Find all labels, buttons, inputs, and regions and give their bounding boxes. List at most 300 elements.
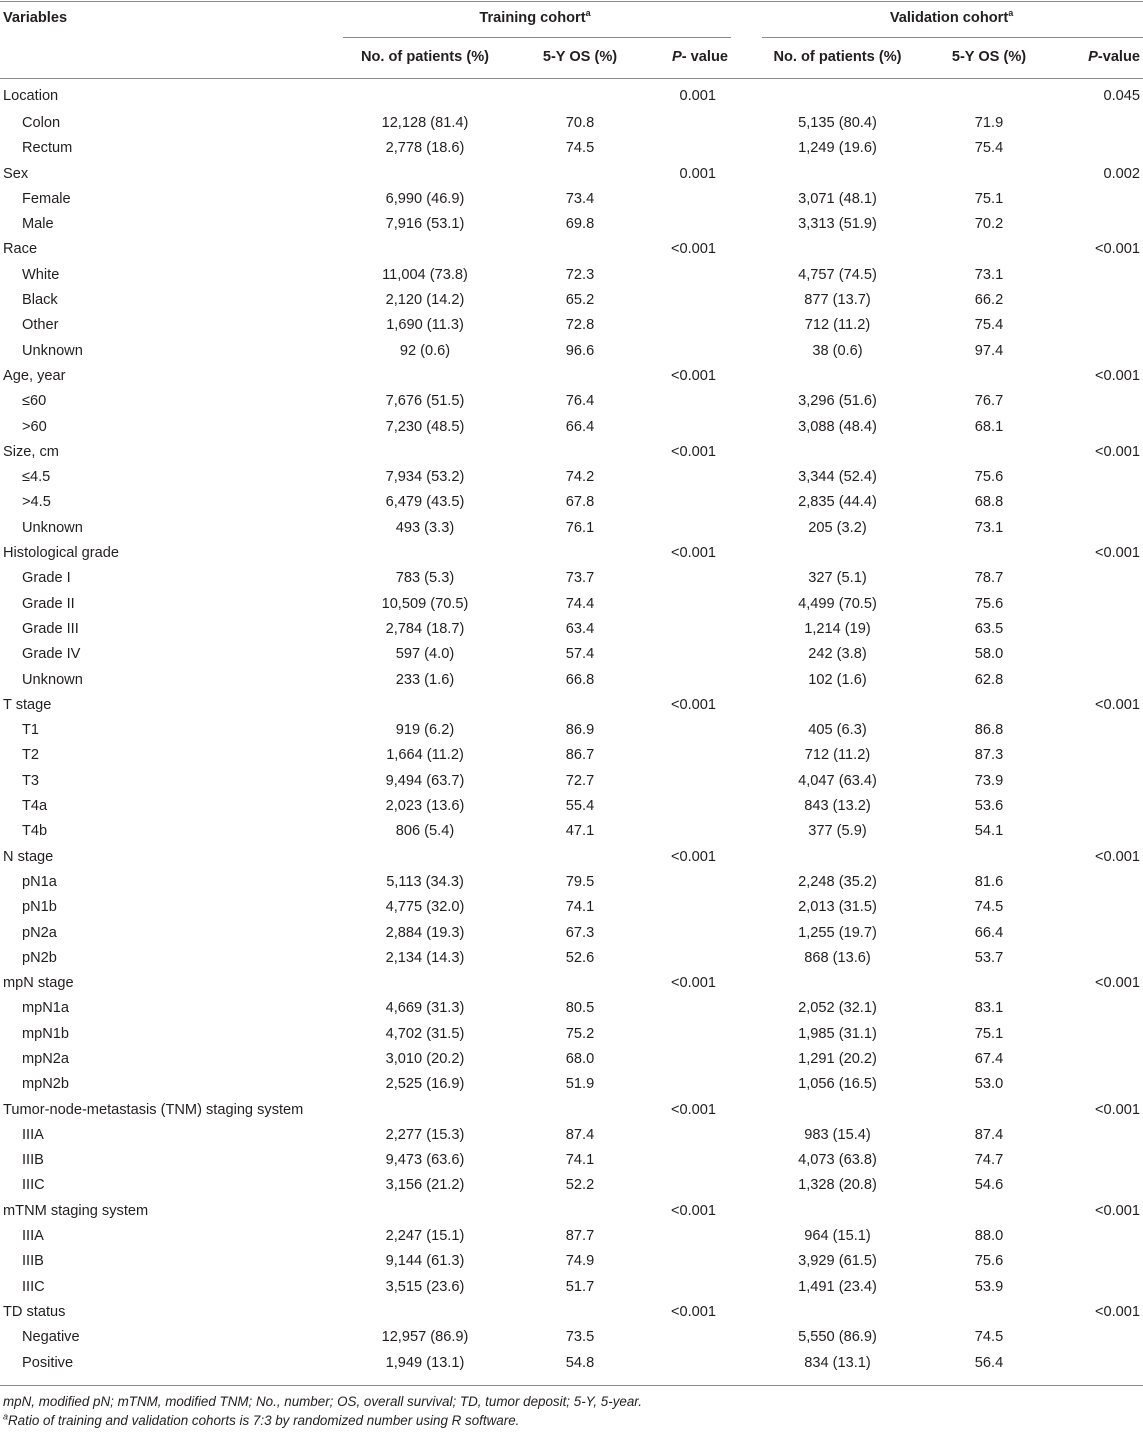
training-os: 86.9 <box>565 722 595 739</box>
spacer-cell <box>730 819 760 844</box>
empty-cell <box>510 971 650 996</box>
row-label: Unknown <box>22 519 83 536</box>
training-cohort-header: Training cohort$^a$ <box>479 8 591 26</box>
validation-no-patients: 205 (3.2) <box>808 519 867 536</box>
row-label: mpN2b <box>22 1076 70 1093</box>
training-no-patients: 5,113 (34.3) <box>386 873 464 890</box>
validation-os: 63.5 <box>974 620 1004 637</box>
spacer-cell <box>730 1173 760 1198</box>
validation-os: 53.6 <box>974 798 1004 815</box>
validation-pvalue: <0.001 <box>1094 1303 1141 1320</box>
validation-no-patients: 2,248 (35.2) <box>798 873 877 890</box>
empty-cell <box>1063 212 1143 237</box>
spacer-cell <box>730 440 760 465</box>
validation-os: 53.9 <box>974 1278 1004 1295</box>
training-pvalue: 0.001 <box>679 88 716 104</box>
empty-cell <box>340 78 510 111</box>
table-row <box>0 642 1143 667</box>
group-row <box>0 237 1143 262</box>
empty-cell <box>1063 617 1143 642</box>
row-label: Grade II <box>22 595 75 612</box>
training-no-patients: 12,128 (81.4) <box>381 115 469 131</box>
table-row <box>0 1325 1143 1350</box>
validation-no-patients: 2,835 (44.4) <box>798 494 877 511</box>
empty-cell <box>1063 187 1143 212</box>
empty-cell <box>650 415 730 440</box>
footnote-a: $^a$Ratio of training and validation cohorts is 7:3 by randomized number using R software. <box>3 1411 520 1428</box>
spacer-cell <box>730 541 760 566</box>
empty-cell <box>1063 642 1143 667</box>
empty-cell <box>1063 516 1143 541</box>
validation-os: 81.6 <box>974 873 1004 890</box>
validation-pvalue: <0.001 <box>1094 367 1141 384</box>
group-row <box>0 78 1143 111</box>
group-label: mpN stage <box>3 975 74 992</box>
group-row <box>0 1098 1143 1123</box>
empty-cell <box>650 263 730 288</box>
validation-os: 53.7 <box>974 949 1004 966</box>
spacer-cell <box>730 187 760 212</box>
training-os: 65.2 <box>565 292 595 309</box>
empty-cell <box>760 440 915 465</box>
validation-os: 78.7 <box>974 570 1004 587</box>
validation-no-patients: 1,214 (19) <box>804 620 871 637</box>
empty-cell <box>1063 1351 1143 1376</box>
empty-cell <box>915 162 1063 187</box>
training-os-header: 5-Y OS (%) <box>542 49 618 65</box>
training-pvalue: 0.001 <box>679 165 716 182</box>
validation-os: 74.5 <box>974 1329 1004 1346</box>
row-label: Black <box>22 292 58 309</box>
validation-no-patients: 877 (13.7) <box>804 292 871 309</box>
empty-cell <box>650 769 730 794</box>
empty-cell <box>915 78 1063 111</box>
empty-cell <box>340 1300 510 1325</box>
empty-cell <box>650 946 730 971</box>
validation-no-patients: 377 (5.9) <box>808 823 867 840</box>
validation-no-patients: 1,291 (20.2) <box>798 1050 877 1067</box>
validation-os: 75.6 <box>974 595 1004 612</box>
training-os: 51.9 <box>565 1076 595 1093</box>
empty-cell <box>1063 870 1143 895</box>
validation-os: 75.4 <box>974 140 1004 157</box>
training-no-patients: 11,004 (73.8) <box>382 266 468 283</box>
empty-cell <box>1063 1249 1143 1274</box>
empty-cell <box>1063 339 1143 364</box>
spacer-cell <box>730 415 760 440</box>
validation-no-patients: 1,985 (31.1) <box>798 1025 877 1042</box>
empty-cell <box>650 136 730 161</box>
training-pvalue: <0.001 <box>670 545 716 562</box>
validation-os: 66.4 <box>974 924 1004 941</box>
empty-cell <box>650 1249 730 1274</box>
training-no-patients: 4,775 (32.0) <box>385 899 465 916</box>
empty-cell <box>760 693 915 718</box>
validation-no-patients: 4,757 (74.5) <box>798 266 877 283</box>
empty-cell <box>915 364 1063 389</box>
empty-cell <box>1063 769 1143 794</box>
spacer-cell <box>730 263 760 288</box>
row-label: Rectum <box>22 140 73 157</box>
table-row <box>0 921 1143 946</box>
empty-cell <box>650 490 730 515</box>
table-row <box>0 1047 1143 1072</box>
empty-cell <box>1063 288 1143 313</box>
training-os: 70.8 <box>565 115 595 131</box>
empty-cell <box>650 1224 730 1249</box>
validation-pvalue: <0.001 <box>1094 696 1141 713</box>
spacer-cell <box>730 895 760 920</box>
spacer-cell <box>730 870 760 895</box>
validation-no-patients: 1,491 (23.4) <box>798 1278 877 1295</box>
group-label: Sex <box>3 165 29 182</box>
validation-os: 54.6 <box>974 1177 1004 1194</box>
training-pvalue: <0.001 <box>670 1303 716 1320</box>
row-label: Grade I <box>22 570 71 587</box>
training-os: 55.4 <box>565 798 595 815</box>
training-no-patients-header: No. of patients (%) <box>360 49 490 65</box>
validation-pvalue: <0.001 <box>1094 1202 1141 1219</box>
spacer-cell <box>730 642 760 667</box>
training-os: 68.0 <box>565 1050 595 1067</box>
validation-no-patients: 102 (1.6) <box>808 671 867 688</box>
empty-cell <box>915 1300 1063 1325</box>
spacer-cell <box>730 237 760 262</box>
table-row <box>0 415 1143 440</box>
empty-cell <box>1063 1047 1143 1072</box>
empty-cell <box>510 364 650 389</box>
training-no-patients: 2,120 (14.2) <box>385 292 465 309</box>
empty-cell <box>650 794 730 819</box>
empty-cell <box>340 440 510 465</box>
empty-cell <box>1063 1224 1143 1249</box>
empty-cell <box>510 1300 650 1325</box>
empty-cell <box>340 845 510 870</box>
table-row <box>0 465 1143 490</box>
table-row <box>0 718 1143 743</box>
row-label: >60 <box>22 418 47 435</box>
validation-no-patients: 327 (5.1) <box>808 570 867 587</box>
empty-cell <box>650 1351 730 1376</box>
training-os: 76.1 <box>565 519 595 536</box>
spacer-cell <box>730 566 760 591</box>
empty-cell <box>650 819 730 844</box>
empty-cell <box>650 1275 730 1300</box>
row-label: Female <box>22 190 71 207</box>
validation-no-patients: 3,313 (51.9) <box>798 216 877 233</box>
empty-cell <box>1063 819 1143 844</box>
empty-cell <box>650 465 730 490</box>
training-os: 51.7 <box>565 1278 595 1295</box>
validation-no-patients: 1,056 (16.5) <box>798 1076 877 1093</box>
training-no-patients: 2,784 (18.7) <box>385 620 465 637</box>
validation-no-patients: 1,328 (20.8) <box>798 1177 877 1194</box>
spacer-cell <box>730 1123 760 1148</box>
empty-cell <box>760 1300 915 1325</box>
training-os: 72.7 <box>565 772 595 789</box>
empty-cell <box>915 1199 1063 1224</box>
spacer-cell <box>730 516 760 541</box>
empty-cell <box>510 693 650 718</box>
empty-cell <box>760 364 915 389</box>
row-label: pN1b <box>22 899 57 916</box>
empty-cell <box>340 693 510 718</box>
empty-cell <box>650 1072 730 1097</box>
spacer-cell <box>730 1047 760 1072</box>
spacer-cell <box>730 718 760 743</box>
validation-no-patients: 4,499 (70.5) <box>798 595 877 612</box>
validation-no-patients: 4,047 (63.4) <box>798 772 877 789</box>
row-label: ≤60 <box>22 393 47 410</box>
empty-cell <box>650 592 730 617</box>
empty-cell <box>340 971 510 996</box>
spacer-cell <box>730 921 760 946</box>
empty-cell <box>650 566 730 591</box>
spacer-cell <box>730 971 760 996</box>
validation-no-patients: 5,135 (80.4) <box>798 115 877 131</box>
spacer-cell <box>730 162 760 187</box>
empty-cell <box>650 870 730 895</box>
spacer-cell <box>730 617 760 642</box>
table-row <box>0 592 1143 617</box>
validation-pvalue: 0.002 <box>1103 165 1141 182</box>
validation-pvalue: <0.001 <box>1094 848 1141 865</box>
training-os: 80.5 <box>565 1000 595 1017</box>
empty-cell <box>510 440 650 465</box>
empty-cell <box>650 1047 730 1072</box>
table-row <box>0 1022 1143 1047</box>
validation-os: 83.1 <box>974 1000 1004 1017</box>
row-label: T4a <box>22 798 48 815</box>
table-row <box>0 617 1143 642</box>
training-os: 57.4 <box>565 646 595 663</box>
validation-no-patients: 2,052 (32.1) <box>798 1000 877 1017</box>
spacer-cell <box>730 592 760 617</box>
empty-cell <box>760 237 915 262</box>
group-row <box>0 364 1143 389</box>
empty-cell <box>1063 1123 1143 1148</box>
empty-cell <box>915 1098 1063 1123</box>
validation-no-patients: 3,071 (48.1) <box>798 190 877 207</box>
validation-pvalue: <0.001 <box>1094 545 1141 562</box>
training-pvalue: <0.001 <box>670 975 716 992</box>
validation-no-patients: 2,013 (31.5) <box>798 899 877 916</box>
empty-cell <box>915 237 1063 262</box>
empty-cell <box>1063 1022 1143 1047</box>
training-no-patients: 3,515 (23.6) <box>385 1278 465 1295</box>
training-pvalue: <0.001 <box>670 696 716 713</box>
training-no-patients: 9,144 (61.3) <box>385 1253 465 1270</box>
row-label: T2 <box>22 747 40 764</box>
training-no-patients: 2,778 (18.6) <box>385 140 465 157</box>
spacer-cell <box>730 490 760 515</box>
empty-cell <box>760 78 915 111</box>
group-row <box>0 162 1143 187</box>
validation-pvalue: <0.001 <box>1094 443 1141 460</box>
validation-no-patients: 983 (15.4) <box>804 1126 871 1143</box>
row-label: mpN2a <box>22 1050 70 1067</box>
spacer-cell <box>730 769 760 794</box>
row-label: pN2a <box>22 924 57 941</box>
table-row <box>0 339 1143 364</box>
empty-cell <box>915 971 1063 996</box>
training-os: 52.2 <box>565 1177 595 1194</box>
empty-cell <box>650 1325 730 1350</box>
training-pvalue: <0.001 <box>670 241 716 258</box>
table-row <box>0 136 1143 161</box>
empty-cell <box>340 1098 510 1123</box>
empty-cell <box>340 1199 510 1224</box>
training-os: 47.1 <box>565 823 595 840</box>
training-no-patients: 493 (3.3) <box>395 519 455 536</box>
row-label: IIIB <box>22 1253 44 1270</box>
empty-cell <box>510 78 650 111</box>
table-row <box>0 1072 1143 1097</box>
training-os: 79.5 <box>565 873 595 890</box>
row-label: mpN1b <box>22 1025 70 1042</box>
table-row <box>0 794 1143 819</box>
empty-cell <box>1063 389 1143 414</box>
training-pvalue: <0.001 <box>670 1202 716 1219</box>
validation-no-patients: 242 (3.8) <box>808 646 867 663</box>
empty-cell <box>650 187 730 212</box>
table-body <box>0 78 1143 1376</box>
empty-cell <box>650 212 730 237</box>
group-row <box>0 845 1143 870</box>
training-no-patients: 4,669 (31.3) <box>385 1000 465 1017</box>
empty-cell <box>340 162 510 187</box>
table-row <box>0 1224 1143 1249</box>
table-row <box>0 819 1143 844</box>
training-no-patients: 7,230 (48.5) <box>385 418 465 435</box>
empty-cell <box>650 1173 730 1198</box>
training-os: 54.8 <box>565 1354 595 1371</box>
validation-no-patients: 843 (13.2) <box>804 798 871 815</box>
training-os: 75.2 <box>565 1025 595 1042</box>
training-os: 74.9 <box>565 1253 595 1270</box>
empty-cell <box>1063 1325 1143 1350</box>
table-row <box>0 187 1143 212</box>
group-label: T stage <box>3 696 52 713</box>
validation-no-patients: 3,929 (61.5) <box>798 1253 877 1270</box>
table-row <box>0 1173 1143 1198</box>
training-no-patients: 783 (5.3) <box>395 570 455 587</box>
group-row <box>0 1199 1143 1224</box>
empty-cell <box>1063 946 1143 971</box>
empty-cell <box>1063 415 1143 440</box>
training-os: 96.6 <box>565 342 595 359</box>
table-row <box>0 1275 1143 1300</box>
empty-cell <box>760 162 915 187</box>
spacer-cell <box>730 1022 760 1047</box>
empty-cell <box>650 668 730 693</box>
validation-pvalue: <0.001 <box>1094 975 1141 992</box>
header-row-columns <box>0 36 1143 78</box>
empty-cell <box>760 541 915 566</box>
validation-no-patients: 834 (13.1) <box>804 1354 871 1371</box>
validation-no-patients: 5,550 (86.9) <box>798 1329 877 1346</box>
group-label: Age, year <box>3 367 66 384</box>
spacer-cell <box>730 1351 760 1376</box>
group-row <box>0 541 1143 566</box>
training-no-patients: 2,247 (15.1) <box>385 1228 465 1245</box>
empty-cell <box>1063 895 1143 920</box>
training-no-patients: 2,884 (19.3) <box>385 924 465 941</box>
empty-cell <box>1063 263 1143 288</box>
empty-cell <box>915 845 1063 870</box>
training-no-patients: 233 (1.6) <box>395 671 455 688</box>
table-row <box>0 1351 1143 1376</box>
validation-os: 67.4 <box>974 1050 1004 1067</box>
empty-cell <box>340 541 510 566</box>
training-os: 72.3 <box>565 266 595 283</box>
table-row <box>0 566 1143 591</box>
training-pvalue: <0.001 <box>670 1101 716 1118</box>
spacer-cell <box>730 78 760 111</box>
empty-cell <box>1063 136 1143 161</box>
spacer-cell <box>730 1300 760 1325</box>
training-no-patients: 7,676 (51.5) <box>385 393 465 410</box>
row-label: IIIA <box>22 1228 44 1245</box>
group-row <box>0 971 1143 996</box>
validation-os: 68.8 <box>974 494 1004 511</box>
training-no-patients: 6,479 (43.5) <box>385 494 465 511</box>
validation-no-patients: 405 (6.3) <box>808 722 867 739</box>
variables-header: Variables <box>3 10 68 26</box>
table-row <box>0 1123 1143 1148</box>
validation-os: 88.0 <box>974 1228 1004 1245</box>
table-row <box>0 769 1143 794</box>
training-os: 67.3 <box>565 924 595 941</box>
empty-cell <box>760 1098 915 1123</box>
spacer-cell <box>730 389 760 414</box>
row-label: IIIC <box>22 1177 45 1194</box>
empty-cell <box>340 237 510 262</box>
spacer-cell <box>730 212 760 237</box>
validation-os: 70.2 <box>974 216 1004 233</box>
validation-os: 87.4 <box>974 1126 1004 1143</box>
empty-cell <box>650 642 730 667</box>
empty-cell <box>1063 490 1143 515</box>
table-row <box>0 516 1143 541</box>
validation-os: 74.7 <box>974 1152 1004 1169</box>
training-os: 74.5 <box>565 140 595 157</box>
table-row <box>0 743 1143 768</box>
validation-os-header: 5-Y OS (%) <box>951 49 1027 65</box>
empty-cell <box>760 971 915 996</box>
spacer-cell <box>730 1148 760 1173</box>
empty-cell <box>915 541 1063 566</box>
training-no-patients: 4,702 (31.5) <box>385 1025 465 1042</box>
empty-cell <box>1063 111 1143 136</box>
header-row-cohorts <box>0 0 1143 36</box>
empty-cell <box>510 162 650 187</box>
empty-cell <box>1063 313 1143 338</box>
training-no-patients: 919 (6.2) <box>395 722 455 739</box>
spacer-cell <box>730 364 760 389</box>
empty-cell <box>650 111 730 136</box>
spacer-cell <box>730 339 760 364</box>
empty-cell <box>1063 566 1143 591</box>
training-no-patients: 2,277 (15.3) <box>385 1126 465 1143</box>
training-os: 73.7 <box>565 570 595 587</box>
training-os: 73.4 <box>565 190 595 207</box>
empty-cell <box>1063 1072 1143 1097</box>
empty-cell <box>1063 1148 1143 1173</box>
empty-cell <box>650 895 730 920</box>
empty-cell <box>1063 592 1143 617</box>
validation-pvalue: 0.045 <box>1103 88 1141 104</box>
